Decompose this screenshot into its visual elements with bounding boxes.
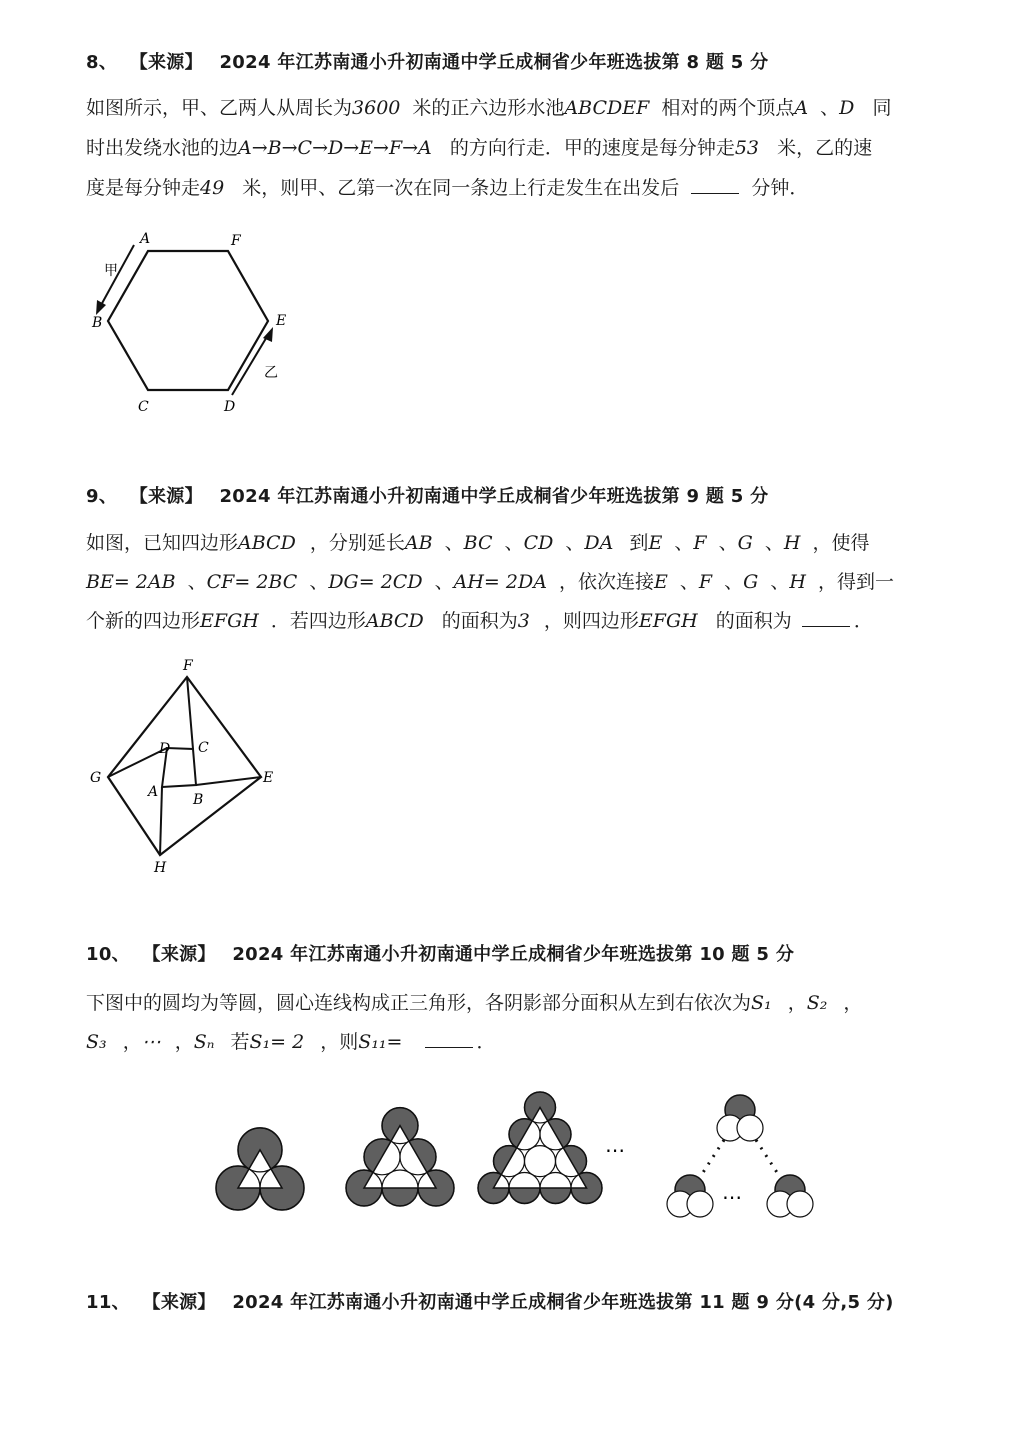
- q9-text: ，得到一: [818, 571, 895, 593]
- q10-text: ，: [122, 1031, 142, 1053]
- q8-math: D: [839, 97, 855, 119]
- q10-math: S₁₁=: [358, 1031, 403, 1053]
- vertex-label-g: G: [90, 770, 102, 786]
- source-text: 2024 年江苏南通小升初南通中学丘成桐省少年班选拔第 8 题 5 分: [219, 52, 769, 73]
- question-number: 8、: [86, 52, 118, 73]
- q9-math: AB: [404, 532, 433, 554]
- vertex-label-b: B: [92, 315, 103, 331]
- source-text: 2024 年江苏南通小升初南通中学丘成桐省少年班选拔第 11 题 9 分(4 分,5 分): [232, 1292, 894, 1313]
- q9-text: 、: [770, 571, 790, 593]
- bottom-row-ellipsis: ⋯: [722, 1185, 742, 1209]
- q8-line-1: [86, 93, 891, 120]
- answer-blank[interactable]: [802, 610, 850, 627]
- circle-group: [346, 1108, 454, 1206]
- q8-text: 时出发绕水池的边: [86, 137, 239, 159]
- q8-math: 53: [734, 137, 760, 159]
- circle-outline: [787, 1191, 813, 1217]
- source-text: 2024 年江苏南通小升初南通中学丘成桐省少年班选拔第 9 题 5 分: [219, 486, 769, 507]
- vertex-label-a: A: [140, 231, 151, 247]
- q8-text: 如图所示，甲、乙两人从周长为: [86, 97, 353, 119]
- circle-group: [478, 1092, 602, 1204]
- q8-math: 49: [200, 177, 225, 199]
- q9-math: BE= 2AB: [86, 571, 176, 593]
- q10-text: ，: [787, 992, 807, 1014]
- vertex-label-a: A: [148, 784, 159, 800]
- question-10-header: [86, 940, 794, 966]
- q9-math: AH= 2DA: [453, 571, 547, 593]
- q9-math: DA: [584, 532, 614, 554]
- q10-text: ，: [174, 1031, 194, 1053]
- q9-text: 、: [434, 571, 454, 593]
- q9-text: ，分别延长: [309, 532, 405, 554]
- q9-math: DG= 2CD: [328, 571, 423, 593]
- q9-math: G: [743, 571, 759, 593]
- q10-math: Sₙ: [193, 1031, 215, 1053]
- q9-math: F: [698, 571, 713, 593]
- circle-outline: [737, 1115, 763, 1141]
- hexagon-figure: [80, 225, 310, 420]
- q9-math: 3: [517, 610, 530, 632]
- dotted-edge: [702, 1140, 724, 1174]
- q8-math: 3600: [352, 97, 401, 119]
- q9-math: BC: [463, 532, 493, 554]
- q9-math: ABCD: [238, 532, 296, 554]
- q9-text: ．若四边形: [270, 610, 366, 632]
- q9-math: E: [648, 532, 663, 554]
- q10-math: ⋯: [141, 1031, 161, 1053]
- vertex-label-b: B: [193, 792, 204, 808]
- q9-text: ，使得: [812, 532, 870, 554]
- q9-text: 、: [764, 532, 784, 554]
- circle-group: [216, 1128, 304, 1210]
- q9-text: 、: [724, 571, 744, 593]
- vertex-label-e: E: [276, 313, 287, 329]
- q10-text: 若: [230, 1031, 250, 1053]
- q8-text: 相对的两个顶点: [661, 97, 795, 119]
- walker-yi-label: 乙: [264, 365, 278, 381]
- q9-math: EFGH: [200, 610, 259, 632]
- q8-text: 度是每分钟走: [86, 177, 201, 199]
- q9-text: 、: [718, 532, 738, 554]
- question-9-header: [86, 482, 768, 508]
- source-text: 2024 年江苏南通小升初南通中学丘成桐省少年班选拔第 10 题 5 分: [232, 944, 795, 965]
- q9-text: ，依次连接: [558, 571, 654, 593]
- q8-math: A: [794, 97, 809, 119]
- source-tag: 【来源】: [142, 944, 216, 965]
- sequence-ellipsis: ⋯: [605, 1138, 625, 1162]
- question-number: 10、: [86, 944, 130, 965]
- q10-text: ，则: [320, 1031, 359, 1053]
- q9-text: 、: [679, 571, 699, 593]
- q10-line-1: [86, 988, 862, 1015]
- vertex-label-c: C: [138, 399, 149, 415]
- q9-line-1: [86, 528, 870, 555]
- vertex-label-e: E: [263, 770, 274, 786]
- vertex-label-f: F: [231, 233, 241, 249]
- hexagon-pool: [108, 251, 268, 390]
- question-number: 11、: [86, 1292, 130, 1313]
- q9-math: G: [737, 532, 753, 554]
- source-tag: 【来源】: [129, 52, 203, 73]
- vertex-label-d: D: [224, 399, 236, 415]
- q8-line-3: [86, 173, 808, 200]
- walker-jia-label: 甲: [104, 263, 118, 279]
- q10-text: ，: [843, 992, 863, 1014]
- q9-math: H: [783, 532, 801, 554]
- answer-blank[interactable]: [691, 177, 739, 194]
- circles-figure: [200, 1080, 830, 1220]
- q9-math: CF= 2BC: [206, 571, 298, 593]
- question-11-header: [86, 1288, 894, 1314]
- q8-text: 分钟．: [751, 177, 809, 199]
- quadrilateral-figure: [82, 652, 292, 882]
- q8-text: 米的正六边形水池: [412, 97, 565, 119]
- q9-text: 到: [629, 532, 649, 554]
- q8-line-2: [86, 133, 872, 160]
- q9-text: 、: [444, 532, 464, 554]
- q8-text: 的方向行走．甲的速度是每分钟走: [449, 137, 735, 159]
- q9-line-2: [86, 567, 894, 594]
- q9-text: ．: [853, 610, 873, 632]
- q10-text: ．: [476, 1031, 496, 1053]
- arrow-jia-head: [96, 300, 106, 315]
- segment-ah: [160, 787, 162, 855]
- circle-outline: [687, 1191, 713, 1217]
- arrow-yi: [232, 335, 268, 395]
- q9-math: ABCD: [365, 610, 424, 632]
- segment-cf: [187, 677, 193, 749]
- q9-text: 个新的四边形: [86, 610, 201, 632]
- q9-math: EFGH: [638, 610, 698, 632]
- q8-text: 米，则甲、乙第一次在同一条边上行走发生在出发后: [242, 177, 680, 199]
- q8-text: 、: [820, 97, 840, 119]
- q9-text: 的面积为: [441, 610, 518, 632]
- answer-blank[interactable]: [425, 1031, 473, 1048]
- question-number: 9、: [86, 486, 118, 507]
- vertex-label-c: C: [198, 740, 209, 756]
- source-tag: 【来源】: [142, 1292, 216, 1313]
- q8-text: 米，乙的速: [777, 137, 873, 159]
- q9-text: 、: [565, 532, 585, 554]
- q9-text: 、: [187, 571, 207, 593]
- vertex-label-h: H: [154, 860, 167, 876]
- source-tag: 【来源】: [129, 486, 203, 507]
- q9-math: E: [653, 571, 668, 593]
- q9-math: F: [693, 532, 707, 554]
- q10-math: S₃: [86, 1031, 107, 1053]
- q10-line-2: [86, 1027, 496, 1054]
- q10-math: S₁: [751, 992, 772, 1014]
- q8-math: ABCDEF: [564, 97, 650, 119]
- q10-math: S₂: [806, 992, 828, 1014]
- q9-text: 、: [504, 532, 524, 554]
- q9-text: 、: [309, 571, 329, 593]
- q9-line-3: [86, 606, 873, 633]
- q10-math: S₁= 2: [249, 1031, 305, 1053]
- q9-math: H: [789, 571, 806, 593]
- q9-text: 、: [674, 532, 694, 554]
- q8-text: 同: [872, 97, 892, 119]
- q8-math: A→B→C→D→E→F→A: [238, 137, 432, 159]
- q9-text: 的面积为: [715, 610, 792, 632]
- q10-text: 下图中的圆均为等圆，圆心连线构成正三角形，各阴影部分面积从左到右依次为: [86, 992, 752, 1014]
- vertex-label-d: D: [159, 741, 171, 757]
- dotted-edge: [756, 1140, 778, 1174]
- q9-text: 如图，已知四边形: [86, 532, 239, 554]
- q9-math: CD: [523, 532, 554, 554]
- question-8-header: [86, 48, 768, 74]
- vertex-label-f: F: [183, 658, 193, 674]
- q9-text: ，则四边形: [543, 610, 639, 632]
